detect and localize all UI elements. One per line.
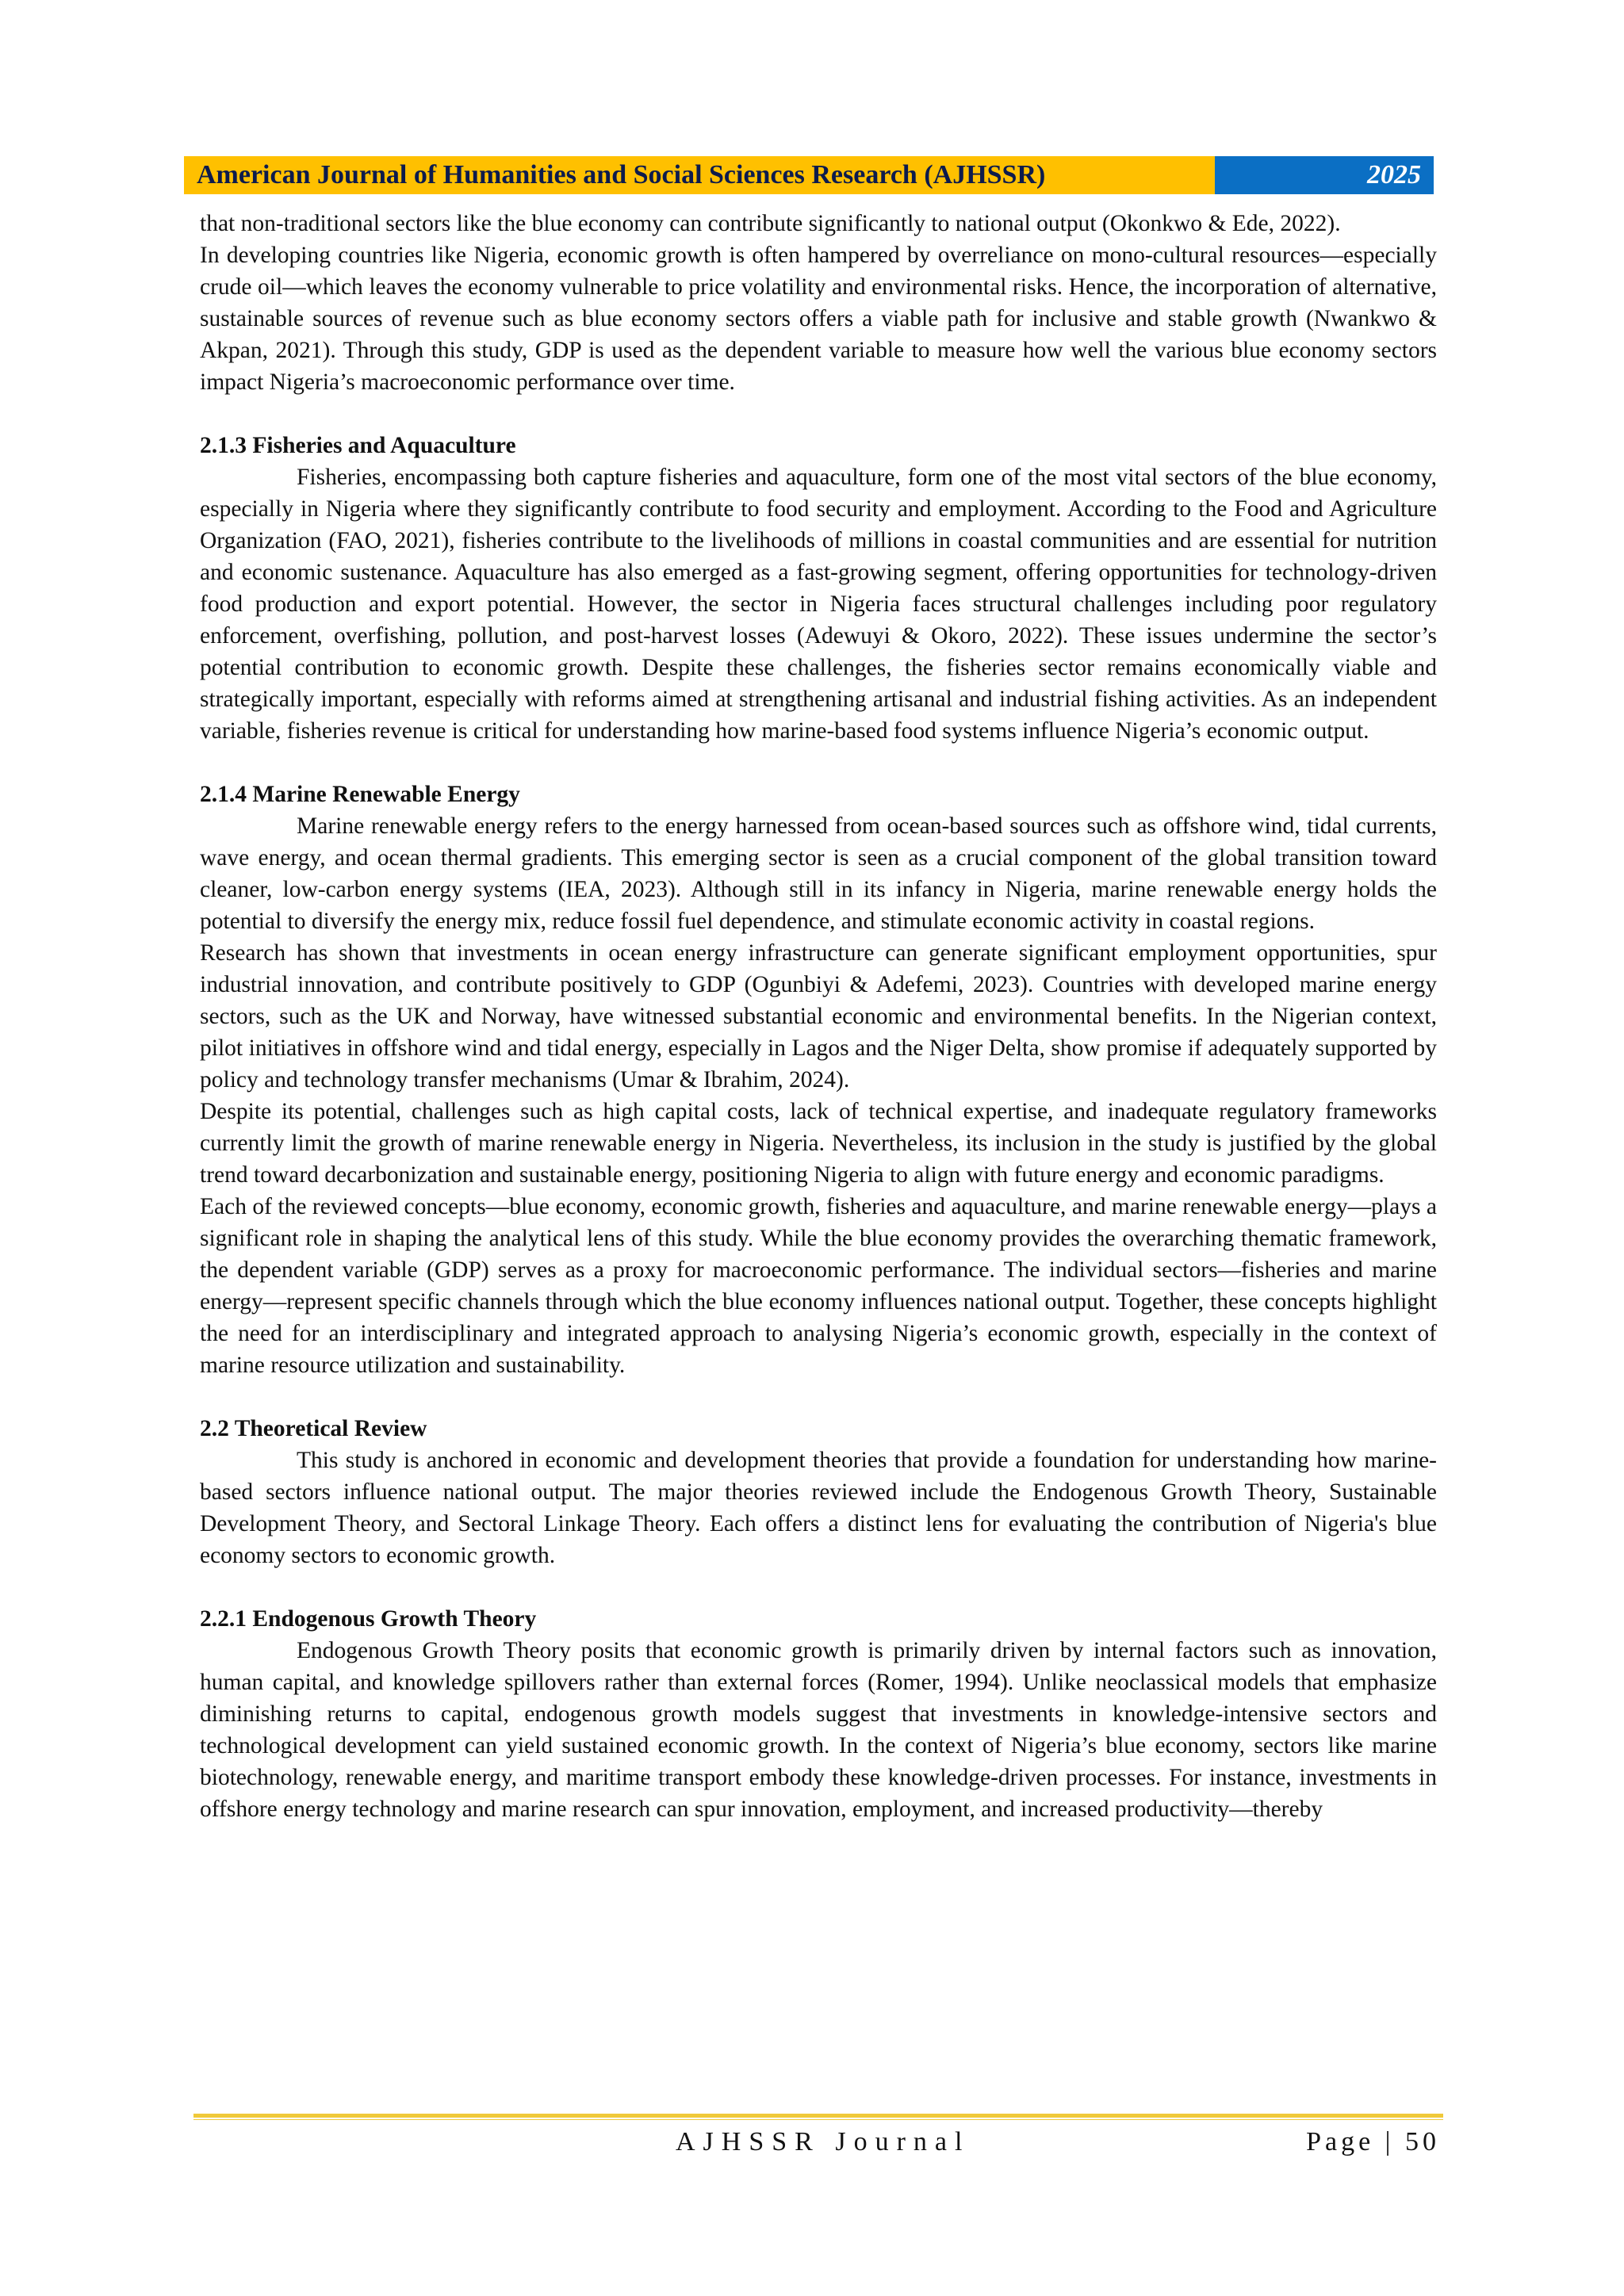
body-paragraph: Endogenous Growth Theory posits that economic growth is primarily driven by internal factors such as innovation, human capital, and knowledge spillovers rather than external forces (Romer, 1994). Unlike neoclassical models that emphasize diminishing returns to capital, endogenous growth models suggest that investments in knowledge-intensive sectors and technological development can yield sustained economic growth. In the context of Nigeria’s blue economy, sectors like marine biotechnology, renewable energy, and maritime transport embody these knowledge-driven processes. For instance, investments in offshore energy technology and marine research can spur innovation, employment, and increased productivity—thereby — [200, 1638, 1437, 1822]
paragraph-spacer — [200, 1571, 1437, 1603]
section-heading: 2.2.1 Endogenous Growth Theory — [200, 1606, 537, 1632]
article-body — [200, 208, 1437, 1825]
section-heading: 2.2 Theoretical Review — [200, 1416, 427, 1441]
body-paragraph: Each of the reviewed concepts—blue economy, economic growth, fisheries and aquaculture, and marine renewable energy—plays a significant role in shaping the analytical lens of this study. While the blue economy provides the overarching thematic framework, the dependent variable (GDP) serves as a proxy for macroeconomic performance. The individual sectors—fisheries and marine energy—represent specific channels through which the blue economy influences national output. Together, these concepts highlight the need for an interdisciplinary and integrated approach to analysing Nigeria’s economic growth, especially in the context of marine resource utilization and sustainability. — [200, 1194, 1437, 1378]
journal-year: 2025 — [1215, 156, 1434, 194]
section-heading: 2.1.3 Fisheries and Aquaculture — [200, 433, 516, 458]
body-paragraph: Marine renewable energy refers to the energy harnessed from ocean-based sources such as offshore wind, tidal currents, wave energy, and ocean thermal gradients. This emerging sector is seen as a crucial component of the global transition toward cleaner, low-carbon energy systems (IEA, 2023). Although still in its infancy in Nigeria, marine renewable energy holds the potential to diversify the energy mix, reduce fossil fuel dependence, and stimulate economic activity in coastal regions. — [200, 813, 1437, 934]
footer-rule — [193, 2114, 1443, 2118]
body-paragraph: that non-traditional sectors like the blue economy can contribute significantly to national output (Okonkwo & Ede, 2022). — [200, 211, 1341, 236]
footer-rule-thin — [193, 2119, 1443, 2120]
paragraph-spacer — [200, 747, 1437, 779]
section-heading: 2.1.4 Marine Renewable Energy — [200, 782, 520, 807]
body-paragraph: Despite its potential, challenges such as high capital costs, lack of technical expertise, and inadequate regulatory frameworks currently limit the growth of marine renewable energy in Nigeria. Nevertheless, its inclusion in the study is justified by the global trend toward decarbonization and sustainable energy, positioning Nigeria to align with future energy and economic paradigms. — [200, 1099, 1437, 1188]
paragraph-spacer — [200, 398, 1437, 430]
body-paragraph: This study is anchored in economic and development theories that provide a foundation for understanding how marine-based sectors influence national output. The major theories reviewed include the Endogenous Growth Theory, Sustainable Development Theory, and Sectoral Linkage Theory. Each offers a distinct lens for evaluating the contribution of Nigeria's blue economy sectors to economic growth. — [200, 1448, 1437, 1568]
paragraph-spacer — [200, 1381, 1437, 1413]
body-paragraph: In developing countries like Nigeria, economic growth is often hampered by overreliance on mono-cultural resources—especially crude oil—which leaves the economy vulnerable to price volatility and environmental risks. Hence, the incorporation of alternative, sustainable sources of revenue such as blue economy sectors offers a viable path for inclusive and stable growth (Nwankwo & Akpan, 2021). Through this study, GDP is used as the dependent variable to measure how well the various blue economy sectors impact Nigeria’s macroeconomic performance over time. — [200, 243, 1437, 395]
journal-header — [184, 156, 1434, 194]
body-paragraph: Fisheries, encompassing both capture fisheries and aquaculture, form one of the most vital sectors of the blue economy, especially in Nigeria where they significantly contribute to food security and employment. According to the Food and Agriculture Organization (FAO, 2021), fisheries contribute to the livelihoods of millions in coastal communities and are essential for nutrition and economic sustenance. Aquaculture has also emerged as a fast-growing segment, offering opportunities for technology-driven food production and export potential. However, the sector in Nigeria faces structural challenges including poor regulatory enforcement, overfishing, pollution, and post-harvest losses (Adewuyi & Okoro, 2022). These issues undermine the sector’s potential contribution to economic growth. Despite these challenges, the fisheries sector remains economically viable and strategically important, especially with reforms aimed at strengthening artisanal and industrial fishing activities. As an independent variable, fisheries revenue is critical for understanding how marine-based food systems influence Nigeria’s economic output. — [200, 465, 1437, 744]
journal-title: American Journal of Humanities and Social Sciences Research (AJHSSR) — [184, 156, 1215, 194]
footer-page-number: Page | 50 — [1306, 2127, 1440, 2156]
footer-journal-name: AJHSSR Journal — [676, 2127, 971, 2156]
body-paragraph: Research has shown that investments in ocean energy infrastructure can generate significant employment opportunities, spur industrial innovation, and contribute positively to GDP (Ogunbiyi & Adefemi, 2023). Countries with developed marine energy sectors, such as the UK and Norway, have witnessed substantial economic and environmental benefits. In the Nigerian context, pilot initiatives in offshore wind and tidal energy, especially in Lagos and the Niger Delta, show promise if adequately supported by policy and technology transfer mechanisms (Umar & Ibrahim, 2024). — [200, 940, 1437, 1093]
